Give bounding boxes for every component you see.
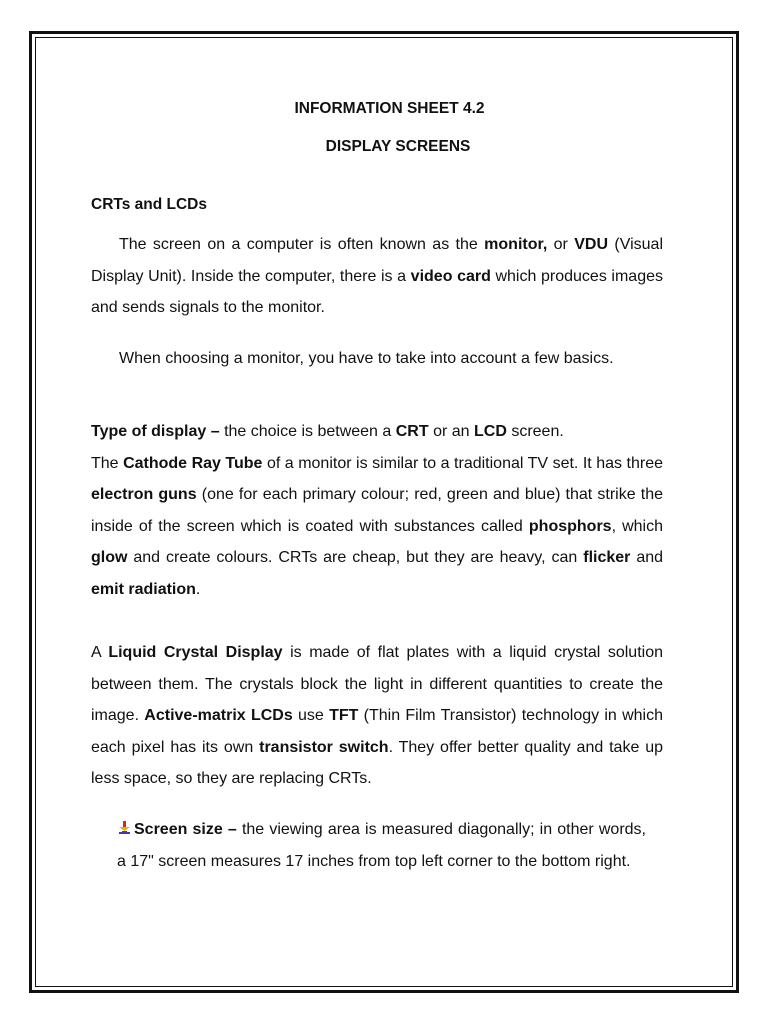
paragraph-monitor-intro bbox=[91, 229, 663, 324]
section-title: CRTs and LCDs bbox=[91, 196, 207, 213]
text-run: use bbox=[292, 707, 330, 724]
text-run: and bbox=[630, 549, 664, 566]
bold-term-tft: TFT bbox=[329, 707, 359, 724]
text-run: or an bbox=[428, 423, 474, 440]
text-run: . They offer better quality and take up less space, so they are replacing CRTs. bbox=[91, 738, 664, 787]
text-run: A bbox=[91, 644, 109, 661]
text-run: The bbox=[91, 454, 124, 472]
paragraph-type-of-display bbox=[91, 416, 663, 605]
bold-term-cathode-ray-tube: Cathode Ray Tube bbox=[123, 454, 263, 472]
text-run: the viewing area is measured diagonally; in other words, a 17" screen measures 17 inches from top left corner to the bottom right. bbox=[117, 821, 646, 870]
text-run: or bbox=[547, 236, 575, 253]
bold-term-active-matrix-lcds: Active-matrix LCDs bbox=[144, 707, 293, 724]
text-run: (Thin Film Transistor) technology in which each pixel has its own bbox=[91, 707, 664, 756]
text-run: (Visual Display Unit). Inside the computer, there is a bbox=[91, 236, 664, 285]
bold-term-phosphors: phosphors bbox=[528, 517, 612, 535]
text-run: (one for each primary colour; red, green and blue) that strike the inside of the screen which is coated with substances called bbox=[91, 486, 664, 535]
bold-term-screen-size: Screen size – bbox=[134, 821, 237, 838]
arrow-bullet-icon bbox=[117, 821, 133, 835]
text-run: and create colours. CRTs are cheap, but they are heavy, can bbox=[127, 549, 584, 566]
paragraph-choosing-monitor: When choosing a monitor, you have to take into account a few basics. bbox=[119, 350, 614, 367]
sheet-subtitle: DISPLAY SCREENS bbox=[325, 138, 471, 155]
bold-term-lcd: LCD bbox=[473, 423, 507, 440]
text-run: the choice is between a bbox=[219, 423, 396, 440]
bold-term-crt: CRT bbox=[395, 423, 429, 440]
text-run: , which bbox=[611, 517, 664, 535]
text-run: screen. bbox=[506, 423, 564, 440]
text-run: The screen on a computer is often known as the bbox=[119, 236, 485, 253]
paragraph-lcd bbox=[91, 637, 663, 795]
text-run: . bbox=[195, 580, 201, 598]
bold-term-liquid-crystal-display: Liquid Crystal Display bbox=[108, 644, 283, 661]
bold-term-electron-guns: electron guns bbox=[91, 486, 197, 503]
bold-term-flicker: flicker bbox=[583, 549, 631, 566]
bullet-screen-size bbox=[117, 814, 646, 877]
text-run: of a monitor is similar to a traditional TV set. It has three bbox=[262, 454, 664, 472]
bold-term-type-of-display: Type of display – bbox=[91, 423, 220, 440]
bold-term-glow: glow bbox=[91, 549, 128, 566]
bold-term-transistor-switch: transistor switch bbox=[259, 738, 389, 756]
bold-term-monitor: monitor, bbox=[484, 236, 548, 253]
text-run: is made of flat plates with a liquid crystal solution between them. The crystals block the light in different quantities to create the image. bbox=[91, 644, 663, 724]
bold-term-video-card: video card bbox=[410, 267, 491, 285]
sheet-title: INFORMATION SHEET 4.2 bbox=[294, 100, 485, 117]
text-run: which produces images and sends signals to the monitor. bbox=[91, 267, 664, 316]
bold-term-vdu: VDU bbox=[574, 236, 609, 253]
bold-term-emit-radiation: emit radiation bbox=[91, 580, 196, 598]
